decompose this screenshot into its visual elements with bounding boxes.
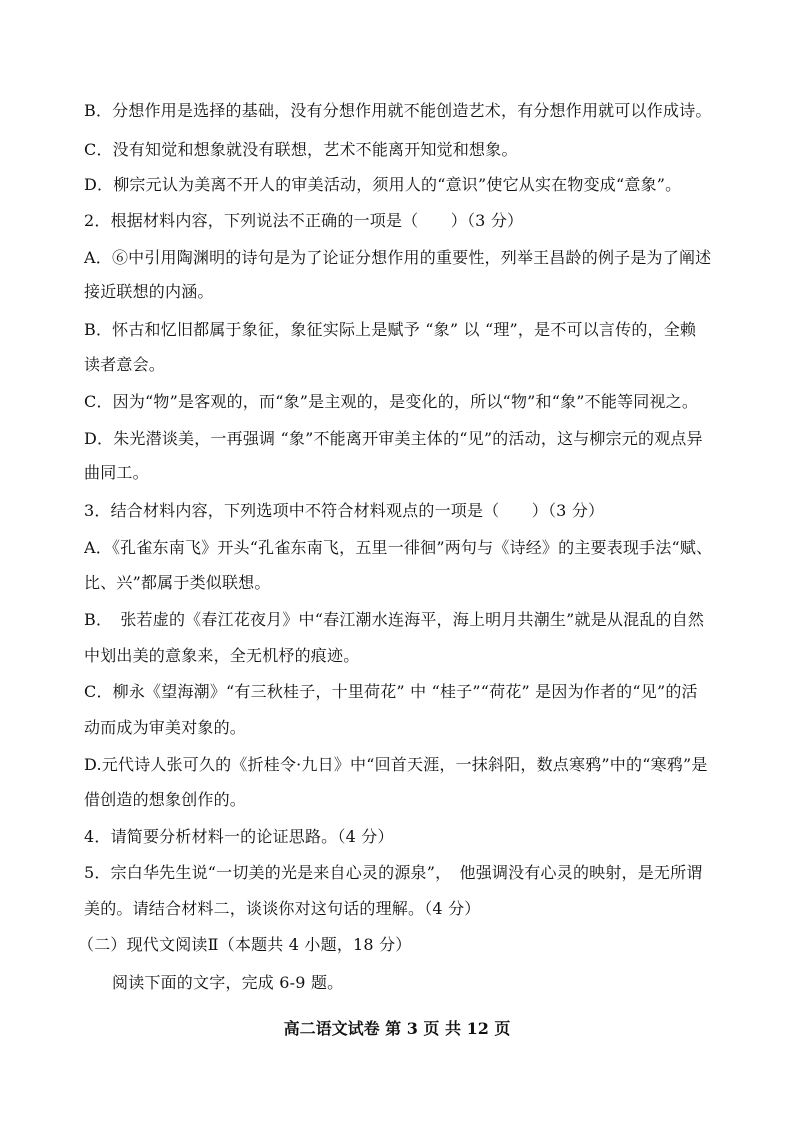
section-heading: （二）现代文阅读Ⅱ（本题共 4 小题，18 分） xyxy=(78,935,412,954)
question-5-continued: 美的。请结合材料二，谈谈你对这句话的理解。（4 分） xyxy=(84,899,481,918)
question-3-line: 3．结合材料内容，下列选项中不符合材料观点的一项是（ ）（3 分） xyxy=(84,501,605,520)
q2-option-b-line: B．怀古和忆旧都属于象征，象征实际上是赋予 “象” 以 “理”，是不可以言传的，全赖 xyxy=(84,320,697,339)
question-5-line: 5．宗白华先生说“一切美的光是来自心灵的源泉”， 他强调没有心灵的映射，是无所谓 xyxy=(84,863,703,882)
question-4-line: 4．请简要分析材料一的论证思路。（4 分） xyxy=(84,827,394,846)
q2-option-d-line: D．朱光潜谈美，一再强调 “象”不能离开审美主体的“见”的活动，这与柳宗元的观点异 xyxy=(84,429,703,448)
q2-option-d-continued: 曲同工。 xyxy=(84,463,149,482)
option-c-line: C．没有知觉和想象就没有联想，艺术不能离开知觉和想象。 xyxy=(84,140,518,159)
q3-option-a-line: A．《孔雀东南飞》开头“孔雀东南飞，五里一徘徊”两句与《诗经》的主要表现手法“赋、 xyxy=(84,538,713,557)
reading-instruction: 阅读下面的文字，完成 6-9 题。 xyxy=(112,973,344,992)
q3-option-c-line: C．柳永《望海潮》“有三秋桂子，十里荷花” 中 “桂子”“荷花” 是因为作者的“见”的活 xyxy=(84,682,698,701)
q2-option-b-continued: 读者意会。 xyxy=(84,355,166,374)
question-2-line: 2．根据材料内容，下列说法不正确的一项是（ ）（3 分） xyxy=(84,211,524,230)
q3-option-d-continued: 借创造的想象创作的。 xyxy=(84,790,247,809)
q2-option-c-line: C．因为“物”是客观的，而“象”是主观的，是变化的，所以“物”和“象”不能等同视之。 xyxy=(84,392,699,411)
option-b-line: B．分想作用是选择的基础，没有分想作用就不能创造艺术，有分想作用就可以作成诗。 xyxy=(84,101,712,120)
option-d-line: D．柳宗元认为美离不开人的审美活动，须用人的“意识”使它从实在物变成“意象”。 xyxy=(84,175,682,194)
q3-option-b-continued: 中划出美的意象来，全无机杼的痕迹。 xyxy=(84,646,360,665)
page-footer: 高二语文试卷 第 3 页 共 12 页 xyxy=(283,1019,511,1038)
q3-option-a-continued: 比、兴”都属于类似联想。 xyxy=(84,573,271,592)
q2-option-a-line: A．⑥中引用陶渊明的诗句是为了论证分想作用的重要性，列举王昌龄的例子是为了阐述 xyxy=(84,248,712,267)
q3-option-d-line: D.元代诗人张可久的《折桂令·九日》中“回首天涯，一抹斜阳，数点寒鸦”中的“寒鸦”是 xyxy=(84,755,708,774)
q3-option-c-continued: 动而成为审美对象的。 xyxy=(84,718,247,737)
q3-option-b-line: B． 张若虚的《春江花夜月》中“春江潮水连海平，海上明月共潮生”就是从混乱的自然 xyxy=(84,610,705,629)
q2-option-a-continued: 接近联想的内涵。 xyxy=(84,282,214,301)
